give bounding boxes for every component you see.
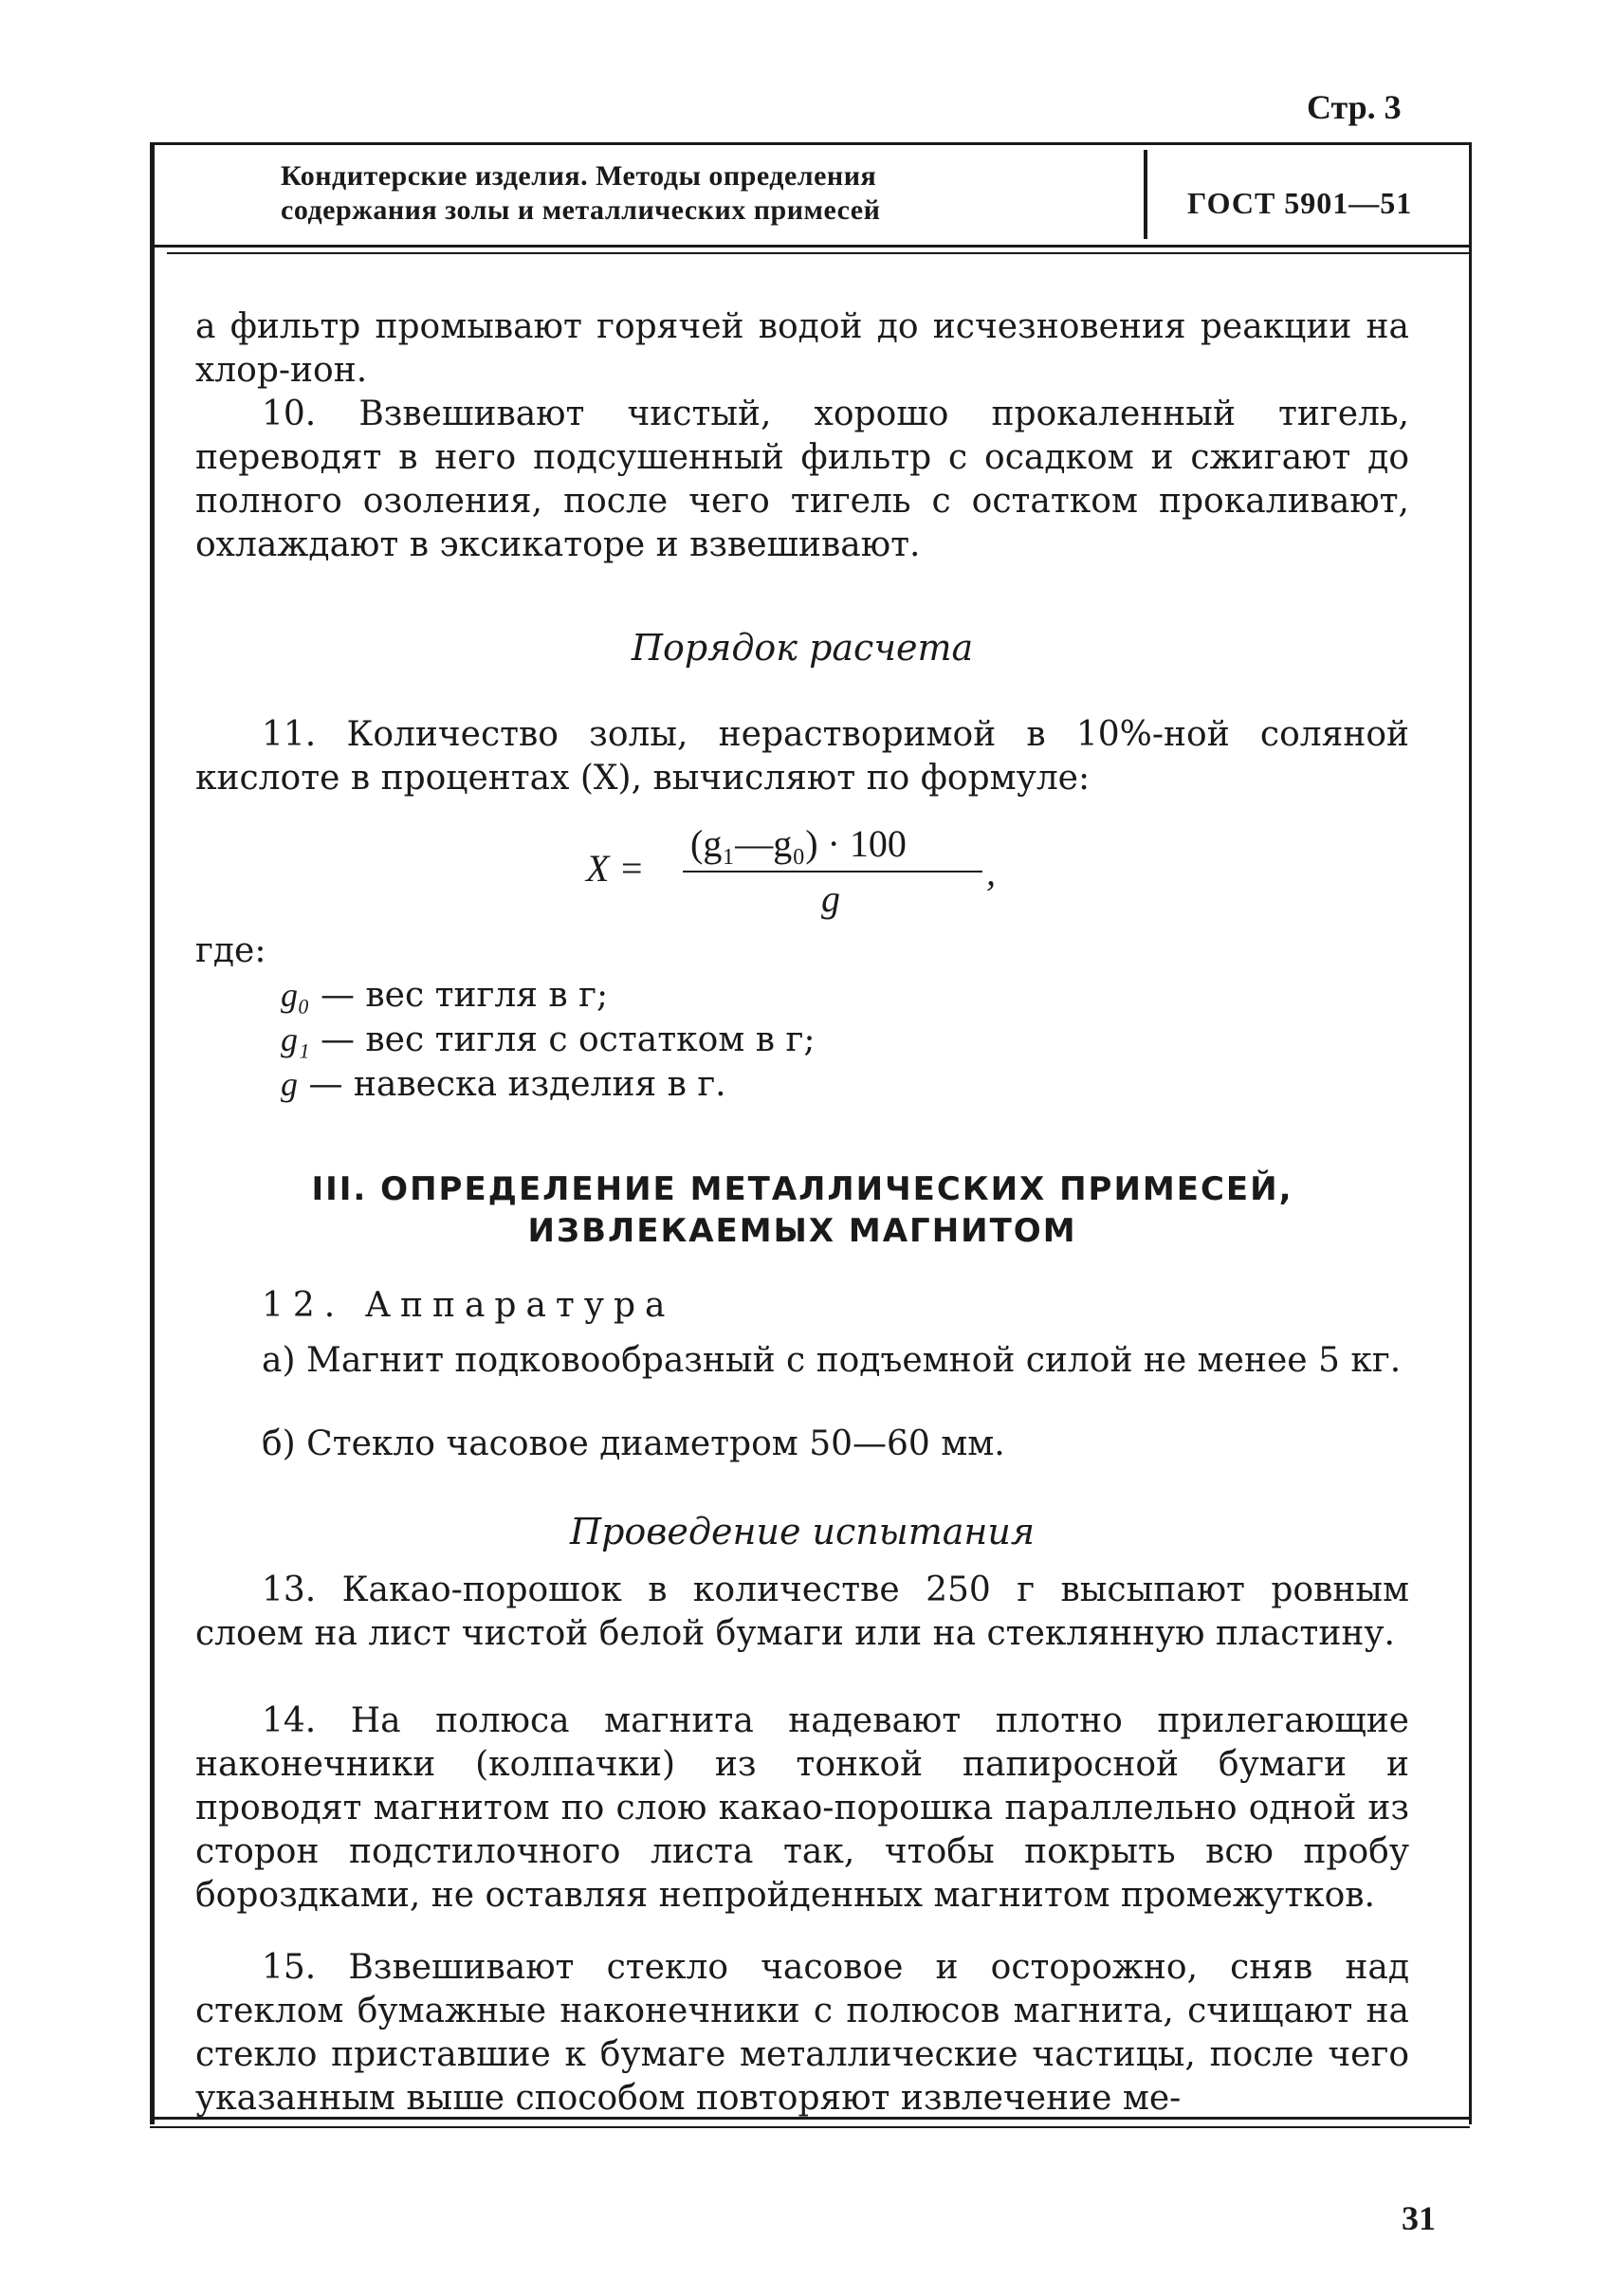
frame-bottom-rule-thin — [150, 2126, 1470, 2128]
document-title-line-2: содержания золы и металлических примесей — [281, 194, 881, 226]
section-heading-line-2: ИЗВЛЕКАЕМЫХ МАГНИТОМ — [527, 1212, 1077, 1250]
variable-item: g — навеска изделия в г. — [281, 1065, 726, 1104]
formula-tail: , — [986, 851, 996, 893]
paragraph-12a: а) Магнит подковообразный с подъемной силой не менее 5 кг. — [262, 1341, 1402, 1380]
variable-item: g₁ — вес тигля с остатком в г; — [281, 1020, 816, 1059]
document-title-line-1: Кондитерские изделия. Методы определения — [281, 160, 877, 192]
paragraph-12b: б) Стекло часовое диаметром 50—60 мм. — [262, 1424, 1005, 1463]
page-number: 31 — [1402, 2199, 1436, 2237]
frame-top-rule — [150, 142, 1470, 145]
page-label: Стр. 3 — [1307, 88, 1402, 126]
section-heading-line-1: III. ОПРЕДЕЛЕНИЕ МЕТАЛЛИЧЕСКИХ ПРИМЕСЕЙ, — [311, 1170, 1293, 1208]
paragraph-14: 14. На полюса магнита надевают плотно прилегающие наконечники (колпачки) из тонкой папиросной бумаги и проводят магнитом по слою какао-порошка параллельно одной из сторон подстилочного листа так, чтобы покрыть всю пробу бороздками, не оставляя непройденных магнитом промежутков. — [195, 1701, 1409, 1915]
paragraph-13: 13. Какао-порошок в количестве 250 г высыпают ровным слоем на лист чистой белой бумаги или на стеклянную пластину. — [195, 1570, 1409, 1653]
standard-code: ГОСТ 5901—51 — [1187, 186, 1413, 220]
header-bottom-rule — [150, 245, 1470, 248]
section-heading — [195, 1168, 1409, 1252]
formula-numerator: (g₁—g₀) · 100 — [690, 822, 907, 865]
paragraph-15: 15. Взвешивают стекло часовое и осторожно, сняв над стеклом бумажные наконечники с полюсов магнита, счищают на стекло приставшие к бумаге металлические частицы, после чего указанным выше способом повторяют извлечение ме- — [195, 1948, 1409, 2118]
formula-lhs: X = — [586, 847, 645, 890]
paragraph-10: 10. Взвешивают чистый, хорошо прокаленный тигель, переводят в него подсушенный фильтр с осадком и сжигают до полного озоления, после чего тигель с остатком прокаливают, охлаждают в эксикаторе и взвешивают. — [195, 395, 1409, 564]
variable-item: g₀ — вес тигля в г; — [281, 976, 609, 1015]
document-title — [281, 159, 1134, 228]
formula-denominator: g — [821, 877, 840, 920]
where-label: где: — [195, 931, 266, 970]
paragraph-11: 11. Количество золы, нерастворимой в 10%-ной соляной кислоте в процентах (X), вычисляют по формуле: — [195, 715, 1409, 798]
header-separator — [1144, 150, 1147, 239]
formula-fraction-bar — [683, 871, 982, 872]
variable-list — [281, 973, 1134, 1107]
subheading-calculation: Порядок расчета — [631, 627, 974, 669]
header-bottom-rule-thin — [167, 252, 1470, 254]
paragraph-12: 12. Аппаратура — [262, 1286, 675, 1325]
subheading-test: Проведение испытания — [569, 1511, 1036, 1552]
paragraph-continuation: а фильтр промывают горячей водой до исчезновения реакции на хлор-ион. — [195, 307, 1409, 390]
